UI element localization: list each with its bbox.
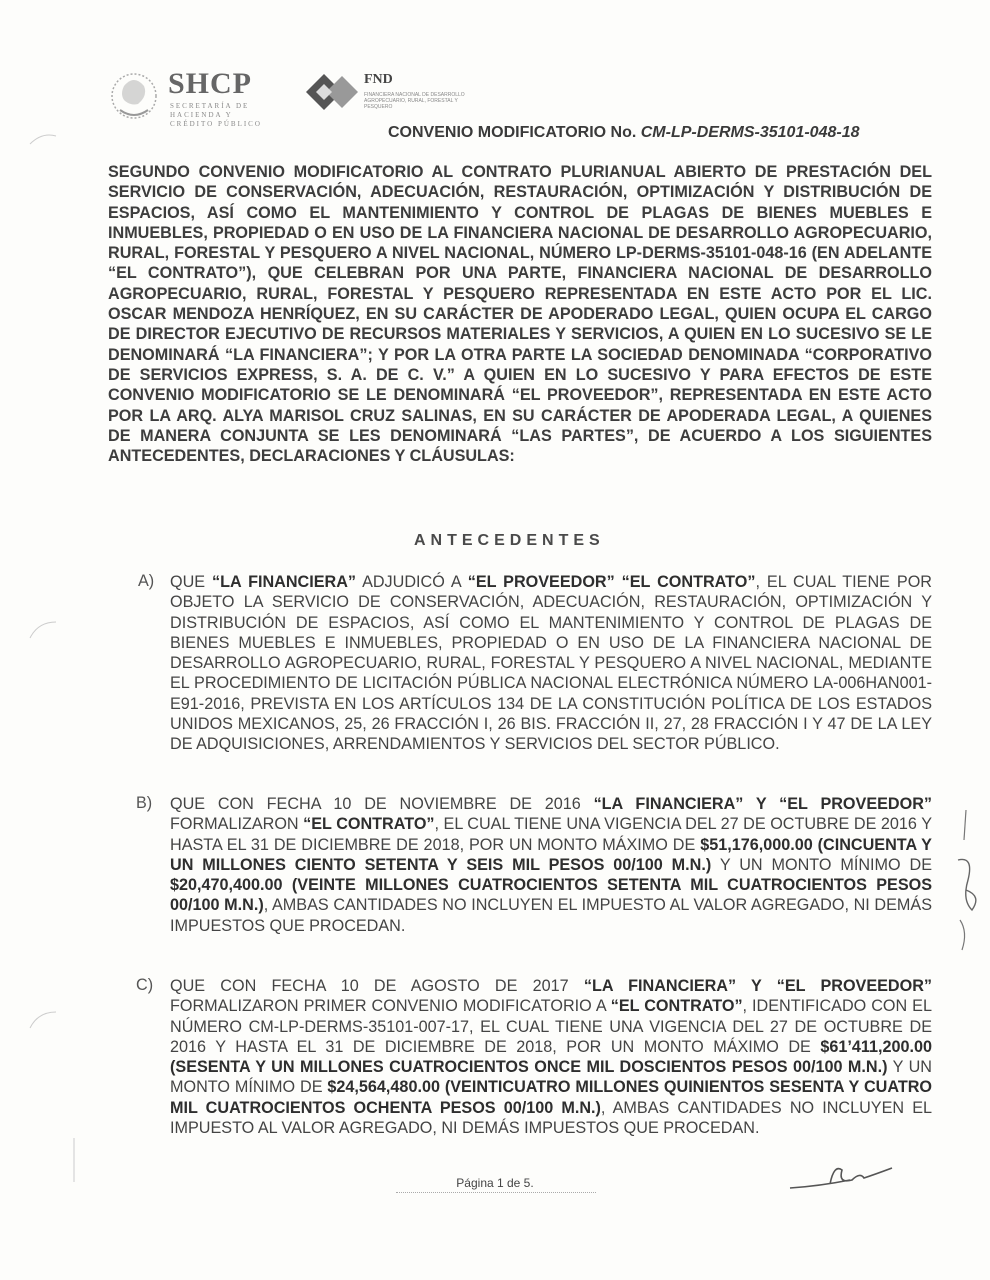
text-run: QUE: [170, 573, 213, 591]
text-run: Y UN MONTO MÍNIMO DE: [170, 1058, 932, 1097]
antecedent-label: C): [136, 976, 154, 994]
bold-run: $20,470,400.00 (VEINTE MILLONES CUATROCIENTOS SETENTA MIL CUATROCIENTOS PESOS 00/100 M.N.): [170, 876, 932, 915]
agreement-number: [388, 124, 908, 142]
antecedent-text: [170, 572, 932, 755]
fnd-diamond-icon: [302, 70, 360, 114]
page-number: Página 1 de 5.: [456, 1176, 534, 1190]
shcp-logo: [108, 66, 268, 126]
text-run: QUE CON FECHA 10 DE NOVIEMBRE DE 2016: [170, 795, 594, 813]
text-run: Y UN MONTO MÍNIMO DE: [711, 855, 933, 874]
antecedent-label: B): [136, 794, 153, 812]
agreement-number-code: CM-LP-DERMS-35101-048-18: [640, 124, 860, 141]
text-run: FORMALIZARON PRIMER CONVENIO MODIFICATORIO A: [170, 997, 611, 1016]
bold-run: $24,564,480.00 (VEINTICUATRO MILLONES QUINIENTOS SESENTA Y CUATRO MIL CUATROCIENTOS OCHENTA PESOS 00/100 M.N.): [170, 1078, 932, 1117]
intro-paragraph: SEGUNDO CONVENIO MODIFICATORIO AL CONTRATO PLURIANUAL ABIERTO DE PRESTACIÓN DEL SERVICIO DE CONSERVACIÓN, ADECUACIÓN, RESTAURACIÓN, OPTIMIZACIÓN Y DISTRIBUCIÓN DE ESPACIOS, ASÍ COMO EL MANTENIMIENTO Y CONTROL DE PLAGAS DE BIENES MUEBLES E INMUEBLES, PROPIEDAD O EN USO DE LA FINANCIERA NACIONAL DE DESARROLLO AGROPECUARIO, RURAL, FORESTAL Y PESQUERO A NIVEL NACIONAL, NÚMERO LP-DERMS-35101-048-16 (EN ADELANTE “EL CONTRATO”), QUE CELEBRAN POR UNA PARTE, FINANCIERA NACIONAL DE DESARROLLO AGROPECUARIO, RURAL, FORESTAL Y PESQUERO REPRESENTADA EN ESTE ACTO POR EL LIC. OSCAR MENDOZA HENRÍQUEZ, EN SU CARÁCTER DE APODERADO LEGAL, QUIEN OCUPA EL CARGO DE DIRECTOR EJECUTIVO DE RECURSOS MATERIALES Y SERVICIOS, A QUIEN EN LO SUCESIVO SE LE DENOMINARÁ “LA FINANCIERA”; Y POR LA OTRA PARTE LA SOCIEDAD DENOMINADA “CORPORATIVO DE SERVICIOS EXPRESS, S. A. DE C. V.” A QUIEN EN LO SUCESIVO Y PARA EFECTOS DE ESTE CONVENIO MODIFICATORIO SE LE DENOMINARÁ “EL PROVEEDOR”, REPRESENTADA EN ESTE ACTO POR LA ARQ. ALYA MARISOL CRUZ SALINAS, EN SU CARÁCTER DE APODERADA LEGAL, A QUIENES DE MANERA CONJUNTA SE LES DENOMINARÁ “LAS PARTES”, DE ACUERDO A LOS SIGUIENTES ANTECEDENTES, DECLARACIONES Y CLÁUSULAS:: [108, 163, 932, 466]
text-run: , EL CUAL TIENE POR OBJETO LA SERVICIO DE CONSERVACIÓN, ADECUACIÓN, RESTAURACIÓN, OPTIMIZACIÓN Y DISTRIBUCIÓN DE ESPACIOS, ASÍ COMO EL MANTENIMIENTO Y CONTROL DE PLAGAS DE BIENES MUEBLES E INMUEBLES, PROPIEDAD O EN USO DE LA FINANCIERA NACIONAL DE DESARROLLO AGROPECUARIO, RURAL, FORESTAL Y PESQUERO A NIVEL NACIONAL, MEDIANTE EL PROCEDIMIENTO DE LICITACIÓN PÚBLICA NACIONAL ELECTRÓNICA NÚMERO LA-006HAN001-E91-2016, PREVISTA EN LOS ARTÍCULOS 134 DE LA CONSTITUCIÓN POLÍTICA DE LOS ESTADOS UNIDOS MEXICANOS, 25, 26 FRACCIÓN I, 26 BIS. FRACCIÓN II, 27, 28 FRACCIÓN I Y 47 DE LA LEY DE ADQUISICIONES, ARRENDAMIENTOS Y SERVICIOS DEL SECTOR PÚBLICO.: [170, 573, 932, 754]
margin-mark-icon: [28, 1008, 58, 1032]
margin-mark-icon: [28, 618, 58, 642]
text-run: , IDENTIFICADO CON EL NÚMERO CM-LP-DERMS-35101-007-17, EL CUAL TIENE UNA VIGENCIA DEL 27 DE OCTUBRE DE 2016 Y HASTA EL 31 DE DICIEMBRE DE 2018, POR UN MONTO MÁXIMO DE: [170, 997, 932, 1056]
antecedent-text: [170, 794, 932, 936]
bold-run: “EL CONTRATO”: [610, 997, 743, 1016]
bottom-initials-icon: [780, 1150, 910, 1200]
text-run: QUE CON FECHA 10 DE AGOSTO DE 2017: [170, 977, 584, 995]
mexico-seal-icon: [108, 66, 160, 122]
bold-run: $61’411,200.00 (SESENTA Y UN MILLONES CUATROCIENTOS ONCE MIL DOSCIENTOS PESOS 00/100 M.N.): [170, 1037, 932, 1077]
antecedent-text: [170, 976, 932, 1138]
text-run: , AMBAS CANTIDADES NO INCLUYEN EL IMPUESTO AL VALOR AGREGADO, NI DEMÁS IMPUESTOS QUE PROCEDAN.: [170, 1098, 932, 1138]
side-signature-icon: [938, 800, 988, 960]
bold-run: “EL PROVEEDOR” “EL CONTRATO”: [467, 573, 756, 591]
text-run: ADJUDICÓ A: [356, 573, 468, 591]
bold-run: $51,176,000.00 (CINCUENTA Y UN MILLONES CIENTO SETENTA Y SEIS MIL PESOS 00/100 M.N.): [170, 835, 932, 874]
text-run: , AMBAS CANTIDADES NO INCLUYEN EL IMPUESTO AL VALOR AGREGADO, NI DEMÁS IMPUESTOS QUE PROCEDAN.: [170, 896, 932, 935]
section-title-antecedentes: ANTECEDENTES: [414, 532, 605, 549]
footer-divider: [396, 1192, 596, 1193]
bold-run: “LA FINANCIERA”: [212, 573, 356, 591]
text-run: FORMALIZARON: [170, 815, 304, 834]
antecedent-label: A): [138, 572, 155, 590]
fnd-logo-subtitle: FINANCIERA NACIONAL DE DESARROLLO AGROPECUARIO, RURAL, FORESTAL Y PESQUERO: [364, 92, 465, 110]
agreement-number-label: CONVENIO MODIFICATORIO No.: [388, 124, 637, 141]
fnd-logo-text: FND: [364, 72, 393, 87]
margin-mark-icon: [28, 128, 58, 148]
bold-run: “LA FINANCIERA” Y “EL PROVEEDOR”: [593, 795, 932, 813]
text-run: , EL CUAL TIENE UNA VIGENCIA DEL 27 DE OCTUBRE DE 2016 Y HASTA EL 31 DE DICIEMBRE DE 2018, POR UN MONTO MÁXIMO DE: [170, 815, 932, 854]
shcp-logo-text: SHCP: [168, 67, 253, 100]
fnd-logo: [302, 70, 482, 116]
shcp-logo-subtitle: SECRETARÍA DE HACIENDA Y CRÉDITO PÚBLICO: [170, 102, 262, 128]
bold-run: “EL CONTRATO”: [303, 815, 435, 834]
bold-run: “LA FINANCIERA” Y “EL PROVEEDOR”: [583, 977, 932, 995]
